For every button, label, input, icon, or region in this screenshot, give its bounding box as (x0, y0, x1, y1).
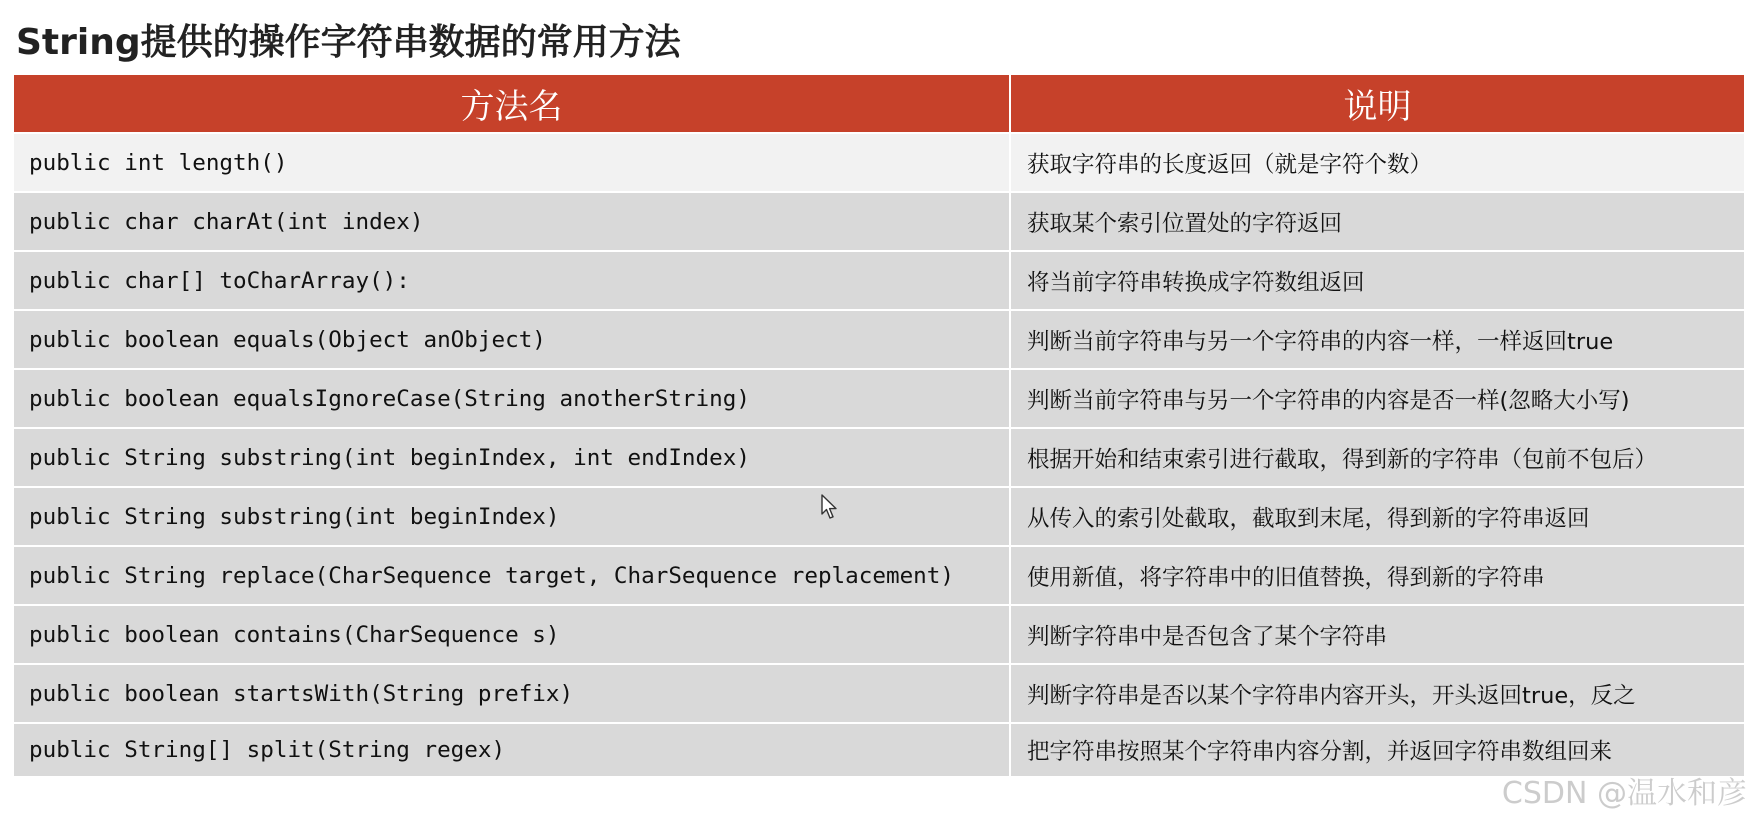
table-row (14, 724, 1744, 776)
method-signature: public String replace(CharSequence target, CharSequence replacement) (14, 547, 1011, 604)
table-row (14, 252, 1744, 311)
table-row (14, 370, 1744, 429)
method-signature: public String substring(int beginIndex) (14, 488, 1011, 545)
method-signature: public boolean contains(CharSequence s) (14, 606, 1011, 663)
table-row (14, 488, 1744, 547)
method-description: 将当前字符串转换成字符数组返回 (1027, 269, 1365, 296)
table-row (14, 606, 1744, 665)
method-description: 获取某个索引位置处的字符返回 (1027, 210, 1343, 237)
method-signature: public String[] split(String regex) (14, 724, 1011, 776)
table-row (14, 665, 1744, 724)
method-description: 使用新值，将字符串中的旧值替换，得到新的字符串 (1027, 564, 1545, 591)
method-description: 判断字符串中是否包含了某个字符串 (1027, 623, 1388, 650)
table-header-row (14, 75, 1744, 134)
table-row (14, 311, 1744, 370)
method-signature: public String substring(int beginIndex, int endIndex) (14, 429, 1011, 486)
table-row (14, 134, 1744, 193)
method-signature: public boolean equalsIgnoreCase(String anotherString) (14, 370, 1011, 427)
method-signature: public char charAt(int index) (14, 193, 1011, 250)
method-signature: public int length() (14, 134, 1011, 191)
method-signature: public char[] toCharArray(): (14, 252, 1011, 309)
csdn-watermark: CSDN @温水和彦 (1501, 776, 1747, 811)
header-description: 说明 (1343, 87, 1412, 127)
method-description: 根据开始和结束索引进行截取，得到新的字符串（包前不包后） (1027, 446, 1658, 473)
method-description: 判断字符串是否以某个字符串内容开头，开头返回true，反之 (1027, 682, 1636, 709)
method-description: 获取字符串的长度返回（就是字符个数） (1027, 151, 1433, 178)
page-title: String提供的操作字符串数据的常用方法 (16, 22, 681, 63)
table-row (14, 193, 1744, 252)
header-method-name: 方法名 (14, 75, 1011, 132)
method-signature: public boolean startsWith(String prefix) (14, 665, 1011, 722)
table-row (14, 547, 1744, 606)
method-description: 判断当前字符串与另一个字符串的内容一样，一样返回true (1027, 328, 1614, 355)
methods-table (14, 75, 1744, 776)
method-signature: public boolean equals(Object anObject) (14, 311, 1011, 368)
mouse-pointer-icon (821, 494, 839, 520)
method-description: 把字符串按照某个字符串内容分割，并返回字符串数组回来 (1027, 739, 1613, 765)
method-description: 判断当前字符串与另一个字符串的内容是否一样(忽略大小写) (1027, 387, 1630, 414)
method-description: 从传入的索引处截取，截取到末尾，得到新的字符串返回 (1027, 505, 1590, 532)
table-row (14, 429, 1744, 488)
